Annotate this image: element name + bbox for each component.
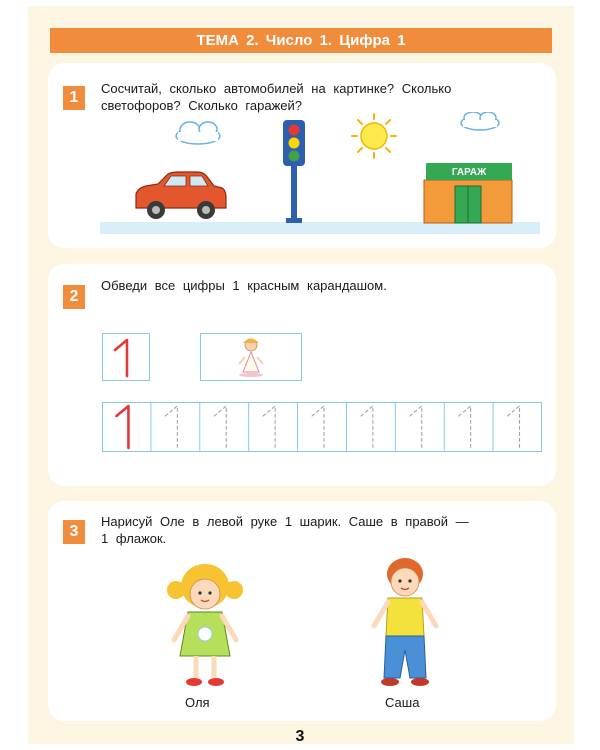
- digit-one-tracing[interactable]: [459, 406, 471, 448]
- cloud-left-icon: [176, 122, 220, 144]
- digit-one-tracing[interactable]: [410, 406, 422, 448]
- task2-text: Обведи все цифры 1 красным карандашом.: [101, 278, 387, 293]
- task1-text-line2: светофоров? Сколько гаражей?: [101, 98, 302, 113]
- boy-name-label: Саша: [385, 695, 420, 710]
- cloud-right-icon: [461, 112, 499, 130]
- doll-picture-cell: [200, 333, 302, 381]
- page-number: 3: [295, 728, 305, 745]
- traffic-light-icon: [283, 120, 305, 223]
- task1-illustration: [98, 112, 548, 240]
- task3-text-line2: 1 флажок.: [101, 531, 167, 546]
- digit-one-tracing[interactable]: [263, 406, 275, 448]
- task1-text: [101, 80, 451, 114]
- task1-text-line1: Сосчитай, сколько автомобилей на картинке? Сколько: [101, 81, 452, 96]
- garage-icon: [424, 163, 512, 223]
- girl-olya-illustration: [160, 560, 250, 692]
- task3-text: [101, 513, 469, 547]
- sample-digit-cell: [102, 333, 150, 381]
- digit-one-tracing[interactable]: [508, 406, 520, 448]
- digit-one-tracing[interactable]: [361, 406, 373, 448]
- digit-one-sample: [103, 334, 149, 380]
- topic-header: ТЕМА 2. Число 1. Цифра 1: [50, 28, 552, 53]
- girl-name-label: Оля: [185, 695, 210, 710]
- boy-sasha-illustration: [360, 552, 450, 692]
- digit-one-tracing[interactable]: [165, 406, 177, 448]
- task2-number: 2: [63, 285, 85, 309]
- ground-strip: [100, 222, 540, 234]
- task1-number: 1: [63, 86, 85, 110]
- task3-text-line1: Нарисуй Оле в левой руке 1 шарик. Саше в правой —: [101, 514, 469, 529]
- sun-icon: [352, 114, 396, 158]
- task3-number: 3: [63, 520, 85, 544]
- garage-sign: ГАРАЖ: [451, 167, 487, 178]
- doll-icon: [201, 334, 301, 380]
- digit-one-tracing[interactable]: [214, 406, 226, 448]
- digit-tracing-row: [102, 402, 542, 452]
- digit-one-solid[interactable]: [116, 406, 128, 448]
- digit-one-tracing[interactable]: [312, 406, 324, 448]
- car-icon: [136, 172, 226, 219]
